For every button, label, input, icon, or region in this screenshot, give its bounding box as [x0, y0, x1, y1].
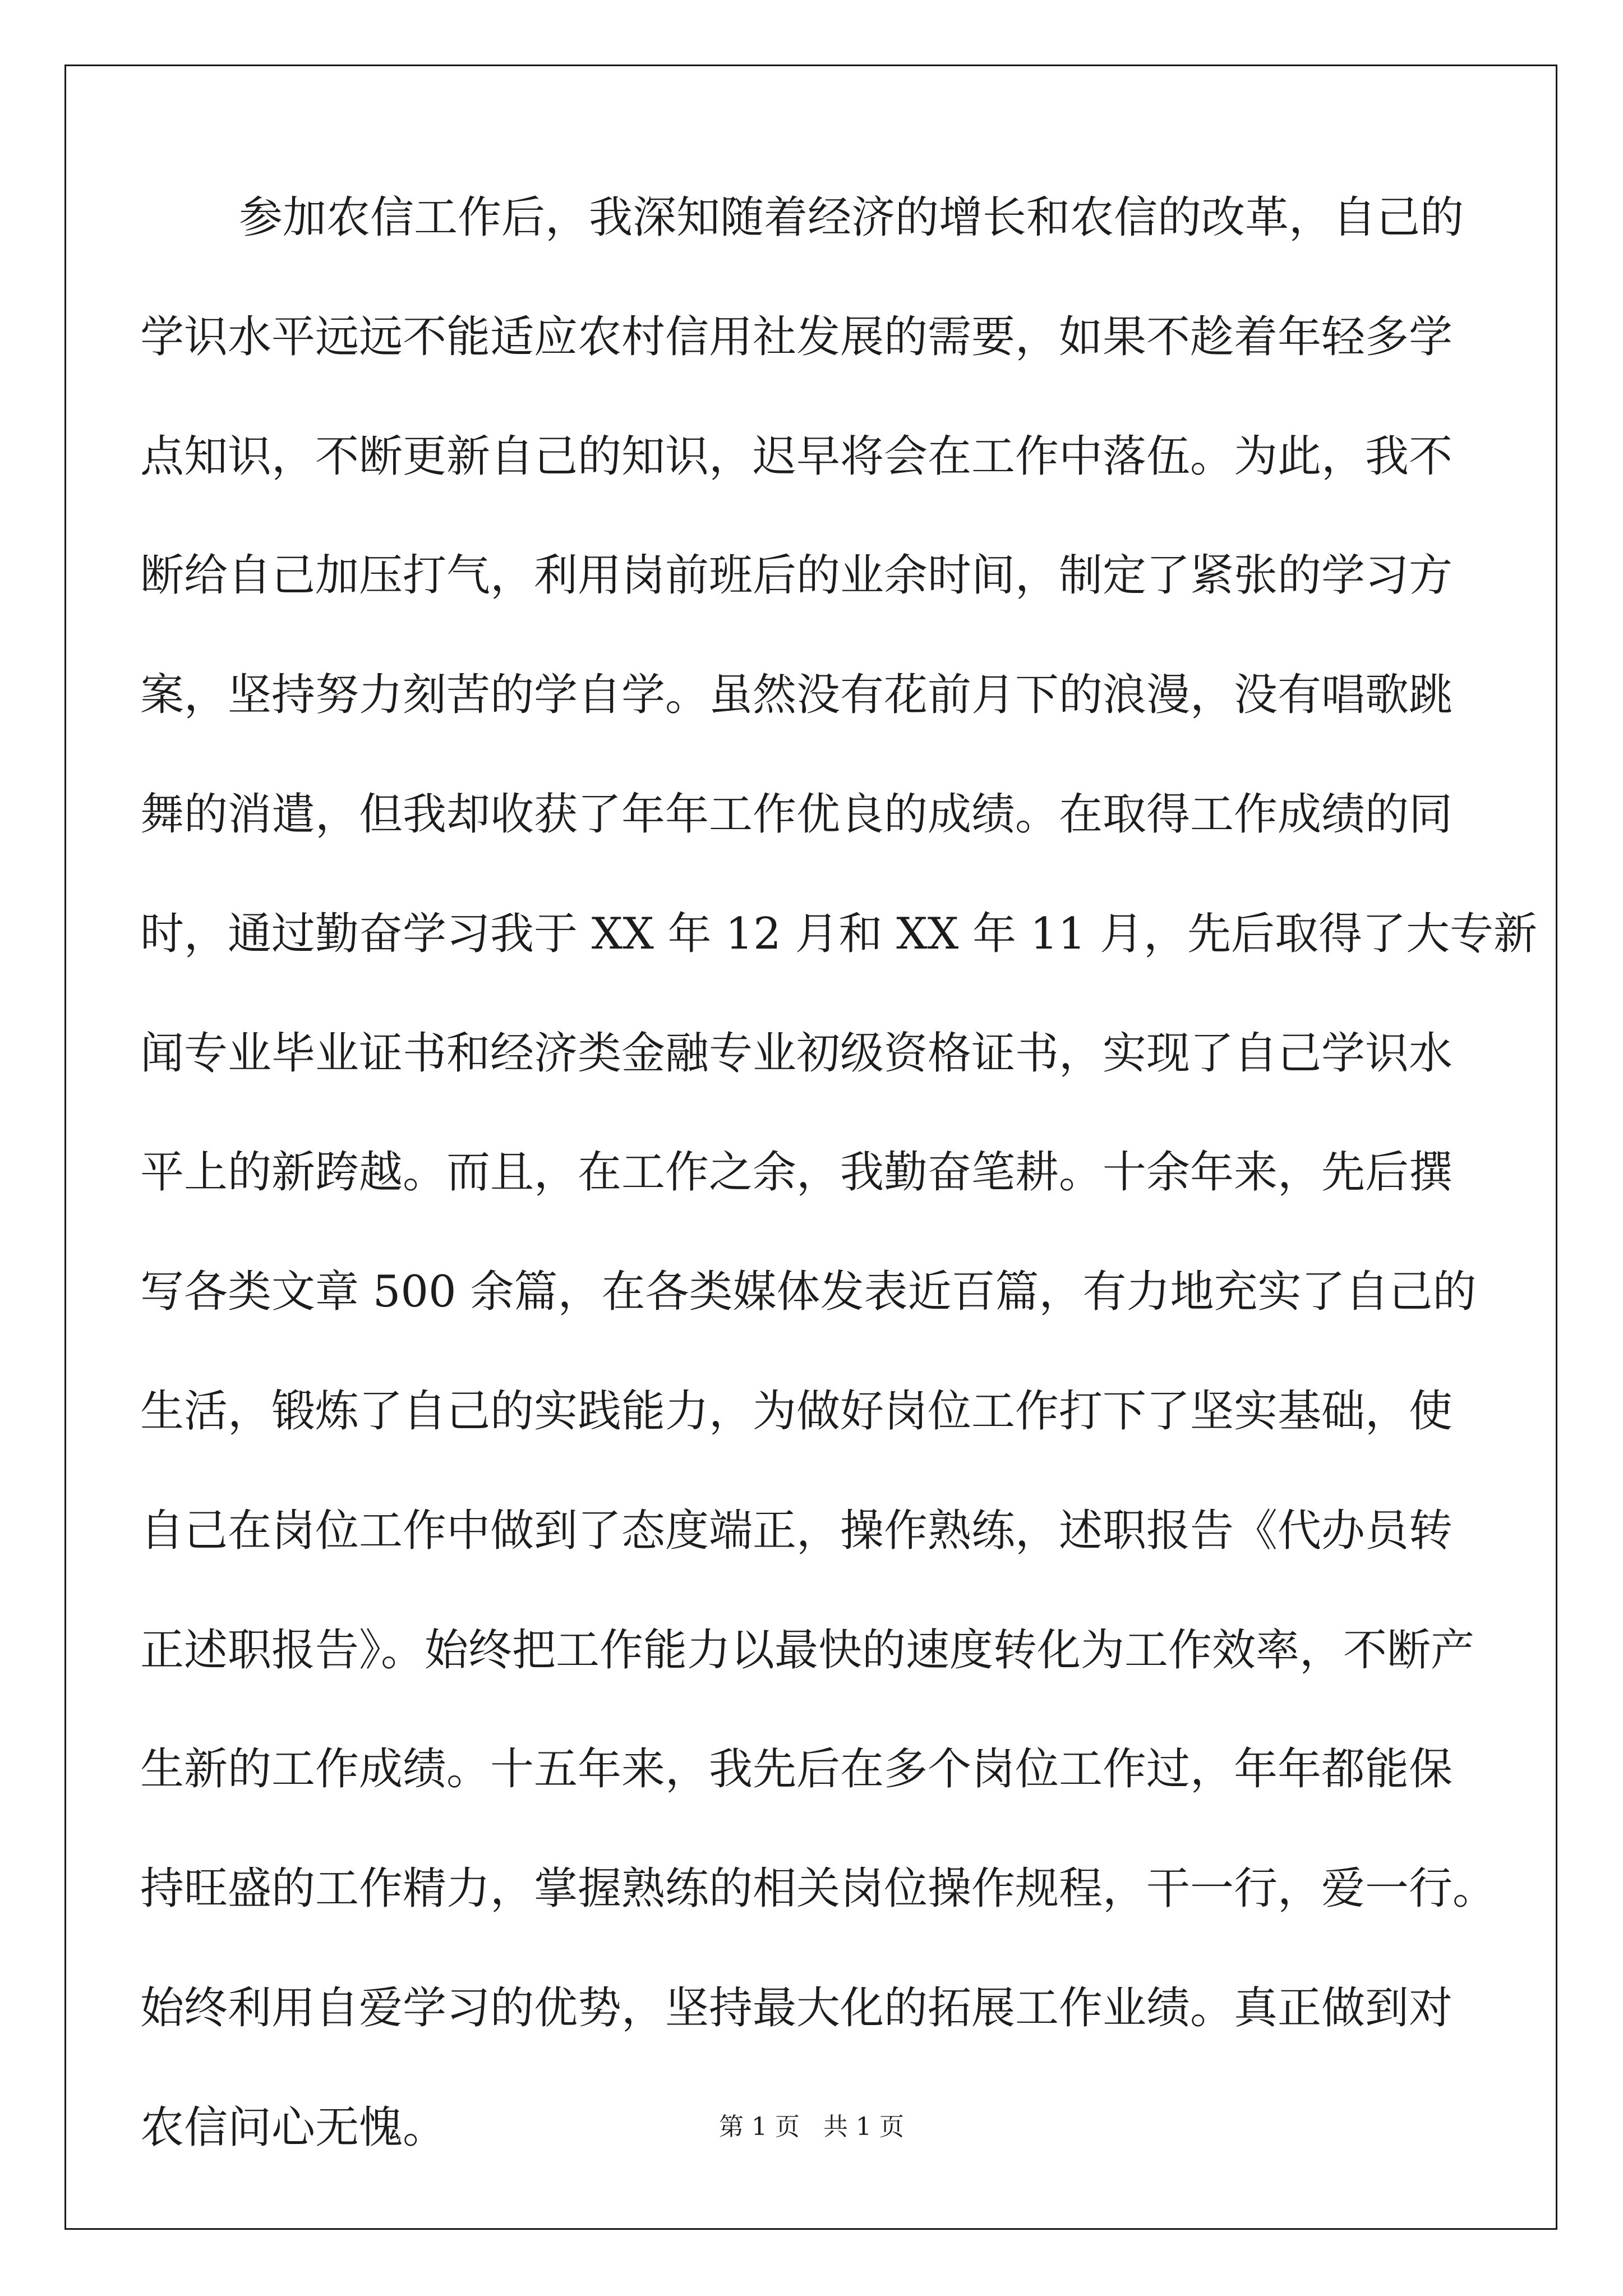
text-line: 时，通过勤奋学习我于 XX 年 12 月和 XX 年 11 月，先后取得了大专新 [140, 908, 1537, 959]
text-line: 学识水平远远不能适应农村信用社发展的需要，如果不趁着年轻多学 [140, 311, 1453, 362]
text-line: 自己在岗位工作中做到了态度端正，操作熟练，述职报告《代办员转 [140, 1505, 1453, 1556]
text-line: 生新的工作成绩。十五年来，我先后在多个岗位工作过，年年都能保 [140, 1744, 1453, 1795]
text-line: 断给自己加压打气，利用岗前班后的业余时间，制定了紧张的学习方 [140, 550, 1453, 601]
text-line: 写各类文章 500 余篇，在各类媒体发表近百篇，有力地充实了自己的 [140, 1267, 1477, 1318]
text-line: 平上的新跨越。而且，在工作之余，我勤奋笔耕。十余年来，先后撰 [140, 1147, 1453, 1198]
text-line: 始终利用自爱学习的优势，坚持最大化的拓展工作业绩。真正做到对 [140, 1982, 1453, 2033]
text-line: 农信问心无愧。 [140, 2102, 447, 2153]
text-line: 点知识，不断更新自己的知识，迟早将会在工作中落伍。为此，我不 [140, 431, 1453, 482]
text-line: 闻专业毕业证书和经济类金融专业初级资格证书，实现了自己学识水 [140, 1028, 1453, 1079]
page-number-footer: 第 1 页 共 1 页 [719, 2113, 904, 2141]
text-line: 正述职报告》。始终把工作能力以最快的速度转化为工作效率，不断产 [140, 1625, 1475, 1676]
text-line: 生活，锻炼了自己的实践能力，为做好岗位工作打下了坚实基础，使 [140, 1386, 1453, 1437]
text-line: 舞的消遣，但我却收获了年年工作优良的成绩。在取得工作成绩的同 [140, 789, 1453, 840]
text-line: 参加农信工作后，我深知随着经济的增长和农信的改革，自己的 [239, 192, 1464, 243]
body-paragraph [140, 158, 1537, 2188]
text-line: 案，坚持努力刻苦的学自学。虽然没有花前月下的浪漫，没有唱歌跳 [140, 670, 1453, 721]
text-line: 持旺盛的工作精力，掌握熟练的相关岗位操作规程，干一行，爱一行。 [140, 1864, 1497, 1915]
